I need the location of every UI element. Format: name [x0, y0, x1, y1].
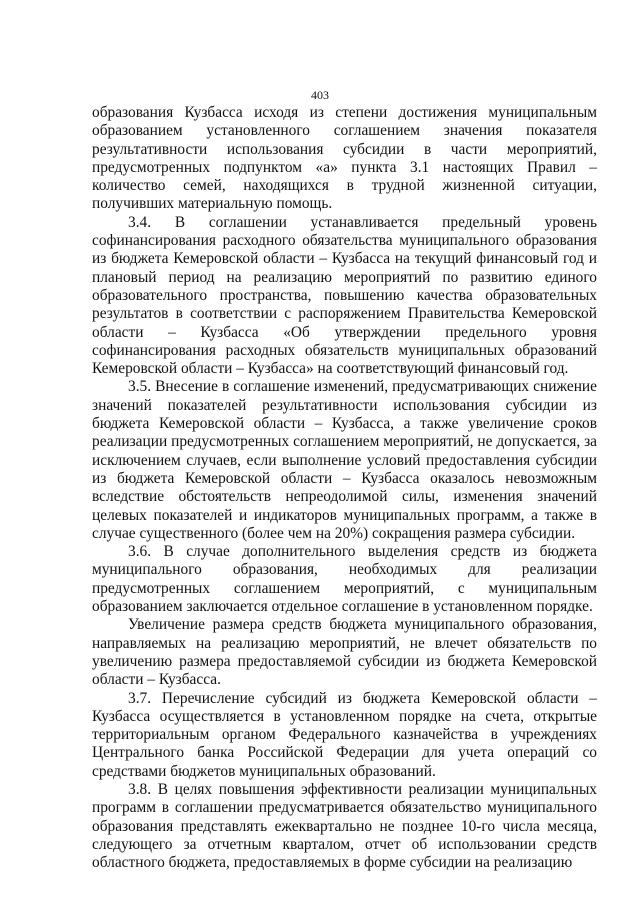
paragraph-3-5: 3.5. Внесение в соглашение изменений, предусматривающих снижение значений показателей результативности использования субсидии из бюджета Кемеровской области – Кузбасса, а также увеличение сроков реализации предусмотренных соглашением мероприятий, не допускается, за исключением случаев, если выполнение условий предоставления субсидии из бюджета Кемеровской области – Кузбасса оказалось невозможным вследствие обстоятельств непреодолимой силы, изменения значений целевых показателей и индикаторов муниципальных программ, а также в случае существенного (более чем на 20%) сокращения размера субсидии.	[92, 378, 597, 542]
paragraph-3-4: 3.4. В соглашении устанавливается предельный уровень софинансирования расходного обязательства муниципального образования из бюджета Кемеровской области – Кузбасса на текущий финансовый год и плановый период на реализацию мероприятий по развитию единого образовательного пространства, повышению качества образовательных результатов в соответствии с распоряжением Правительства Кемеровской области – Кузбасса «Об утверждении предельного уровня софинансирования расходных обязательств муниципальных образований Кемеровской области – Кузбасса» на соответствующий финансовый год.	[92, 213, 597, 378]
paragraph-3-8: 3.8. В целях повышения эффективности реализации муниципальных программ в соглашении предусматривается обязательство муниципального образования представлять ежеквартально не позднее 10-го числа месяца, следующего за отчетным кварталом, отчет об использовании средств областного бюджета, предоставляемых в форме субсидии на реализацию	[92, 780, 597, 872]
paragraph-3-6-addendum: Увеличение размера средств бюджета муниципального образования, направляемых на реализацию мероприятий, не влечет обязательств по увеличению размера предоставляемой субсидии из бюджета Кемеровской области – Кузбасса.	[92, 616, 597, 689]
paragraph-3-7: 3.7. Перечисление субсидий из бюджета Кемеровской области – Кузбасса осуществляется в установленном порядке на счета, открытые территориальным органом Федерального казначейства в учреждениях Центрального банка Российской Федерации для учета операций со средствами бюджетов муниципальных образований.	[92, 689, 597, 780]
paragraph-continuation: образования Кузбасса исходя из степени достижения муниципальным образованием установленного соглашением значения показателя результативности использования субсидии в части мероприятий, предусмотренных подпунктом «а» пункта 3.1 настоящих Правил – количество семей, находящихся в трудной жизненной ситуации, получивших материальную помощь.	[92, 104, 597, 213]
document-body	[92, 104, 597, 872]
paragraph-3-6: 3.6. В случае дополнительного выделения средств из бюджета муниципального образования, необходимых для реализации предусмотренных соглашением мероприятий, с муниципальным образованием заключается отдельное соглашение в установленном порядке.	[92, 543, 597, 616]
page-number: 403	[311, 88, 329, 102]
